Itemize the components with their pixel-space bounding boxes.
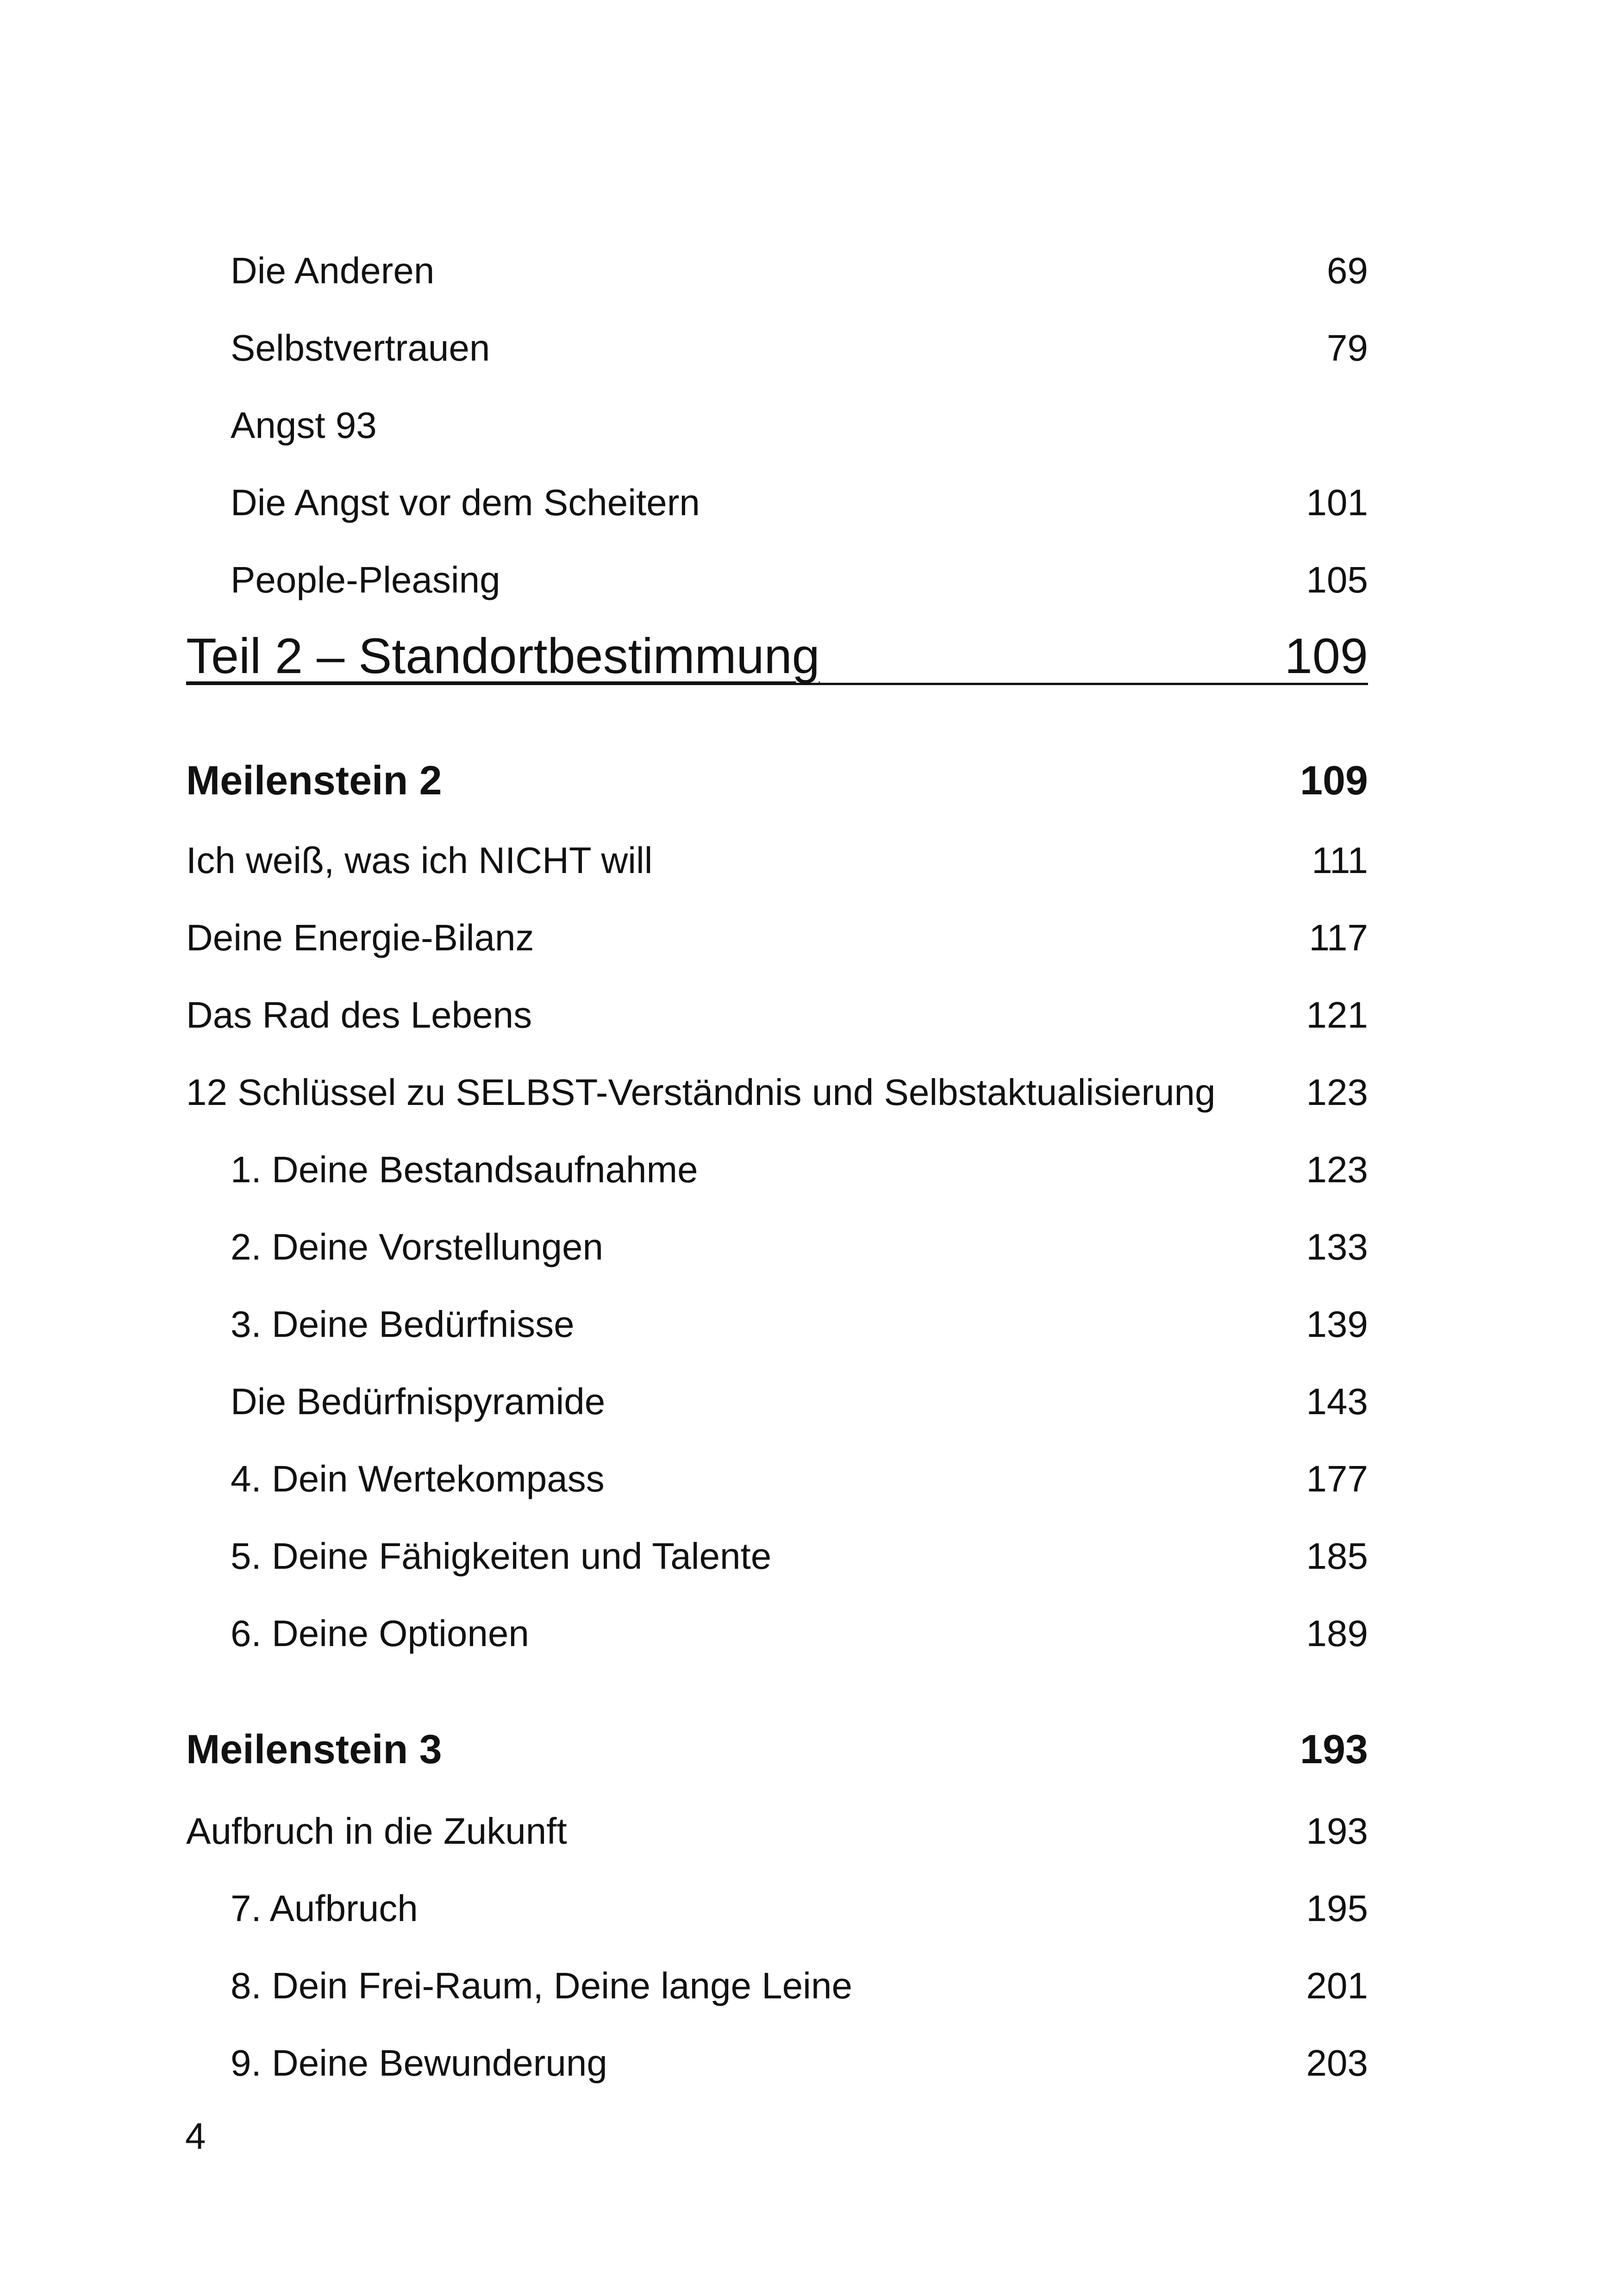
- toc-part-page: 109: [1284, 628, 1368, 684]
- toc-entry-title: Angst 93: [231, 405, 377, 446]
- toc-entry-title: 1. Deine Bestandsaufnahme: [231, 1149, 698, 1190]
- toc-entry: [186, 461, 1368, 521]
- toc-entry-page: 185: [1306, 1535, 1368, 1577]
- toc-entry-page: 69: [1327, 250, 1368, 291]
- toc-milestone-page: 109: [1300, 757, 1368, 803]
- toc-entry-title: Die Anderen: [231, 250, 435, 291]
- toc-entry: [186, 1437, 1368, 1497]
- toc-entry-title: 3. Deine Bedürfnisse: [231, 1304, 575, 1345]
- toc-entry: [186, 1790, 1368, 1850]
- toc-entry: [186, 1051, 1368, 1111]
- toc-milestone-heading: [186, 1710, 1368, 1770]
- toc-entry-title: Selbstvertrauen: [231, 327, 490, 368]
- toc-entry-page: 121: [1306, 994, 1368, 1036]
- toc-entry: [186, 306, 1368, 367]
- toc-entry-title: Das Rad des Lebens: [186, 994, 532, 1036]
- toc-entry: [186, 1867, 1368, 1927]
- toc-entry-page: 117: [1309, 917, 1368, 958]
- toc-entry-page: 177: [1306, 1458, 1368, 1499]
- toc-entry-page: 133: [1306, 1226, 1368, 1267]
- toc-entry-title: 5. Deine Fähigkeiten und Talente: [231, 1535, 772, 1577]
- toc-entry-page: 123: [1306, 1149, 1368, 1190]
- toc-entry-page: 201: [1306, 1965, 1368, 2006]
- toc-entry: [186, 819, 1368, 879]
- toc-entry-page: 189: [1306, 1613, 1368, 1654]
- toc-entry-title: Deine Energie-Bilanz: [186, 917, 534, 958]
- toc-entry-title: Die Angst vor dem Scheitern: [231, 482, 700, 523]
- toc-entry: [186, 1944, 1368, 2004]
- toc-entry-page: 143: [1306, 1381, 1368, 1422]
- toc-entry-page: 203: [1306, 2042, 1368, 2084]
- toc-entry-page: 139: [1306, 1304, 1368, 1345]
- toc-entry: [186, 1128, 1368, 1188]
- toc-entry-title: 6. Deine Optionen: [231, 1613, 529, 1654]
- toc-milestone-title: Meilenstein 2: [186, 757, 442, 803]
- page-number: 4: [185, 2115, 206, 2157]
- toc-entry: [186, 1283, 1368, 1343]
- toc-entry-page: 79: [1327, 327, 1368, 368]
- toc-entry: [186, 1360, 1368, 1420]
- toc-entry: [186, 973, 1368, 1034]
- toc-entry: [186, 896, 1368, 956]
- toc-entry-page: 101: [1306, 482, 1368, 523]
- toc-entry: [186, 1515, 1368, 1575]
- toc-entry-title: Die Bedürfnispyramide: [231, 1381, 606, 1422]
- toc-entry: [186, 1592, 1368, 1652]
- toc-entry-page: 193: [1306, 1810, 1368, 1852]
- toc-entry: [186, 2021, 1368, 2082]
- toc-entry-page: 111: [1312, 840, 1368, 881]
- toc-entry-title: 7. Aufbruch: [231, 1888, 418, 1929]
- toc-entry-title: Aufbruch in die Zukunft: [186, 1810, 567, 1852]
- toc-entry-title: Ich weiß, was ich NICHT will: [186, 840, 653, 881]
- toc-entry-title: 4. Dein Wertekompass: [231, 1458, 605, 1499]
- toc-entry: [186, 538, 1368, 599]
- toc-part-title: Teil 2 – Standortbestimmung: [186, 628, 820, 684]
- toc-entry-title: People-Pleasing: [231, 559, 500, 600]
- toc-entry-page: 123: [1306, 1072, 1368, 1113]
- toc-entry-title: 2. Deine Vorstellungen: [231, 1226, 603, 1267]
- toc-milestone-title: Meilenstein 3: [186, 1726, 442, 1772]
- toc-entry-page: 105: [1306, 559, 1368, 600]
- toc-entry: [186, 1205, 1368, 1266]
- toc-milestone-page: 193: [1300, 1726, 1368, 1772]
- toc-entry-page: 195: [1306, 1888, 1368, 1929]
- toc-part-heading: [186, 616, 1368, 685]
- toc-entry-title: 9. Deine Bewunderung: [231, 2042, 607, 2084]
- toc-entry: [186, 384, 1368, 444]
- toc-milestone-heading: [186, 741, 1368, 801]
- toc-entry-title: 8. Dein Frei-Raum, Deine lange Leine: [231, 1965, 852, 2006]
- toc-entry: [186, 229, 1368, 289]
- toc-entry-title: 12 Schlüssel zu SELBST-Verständnis und Selbstaktualisierung: [186, 1072, 1216, 1113]
